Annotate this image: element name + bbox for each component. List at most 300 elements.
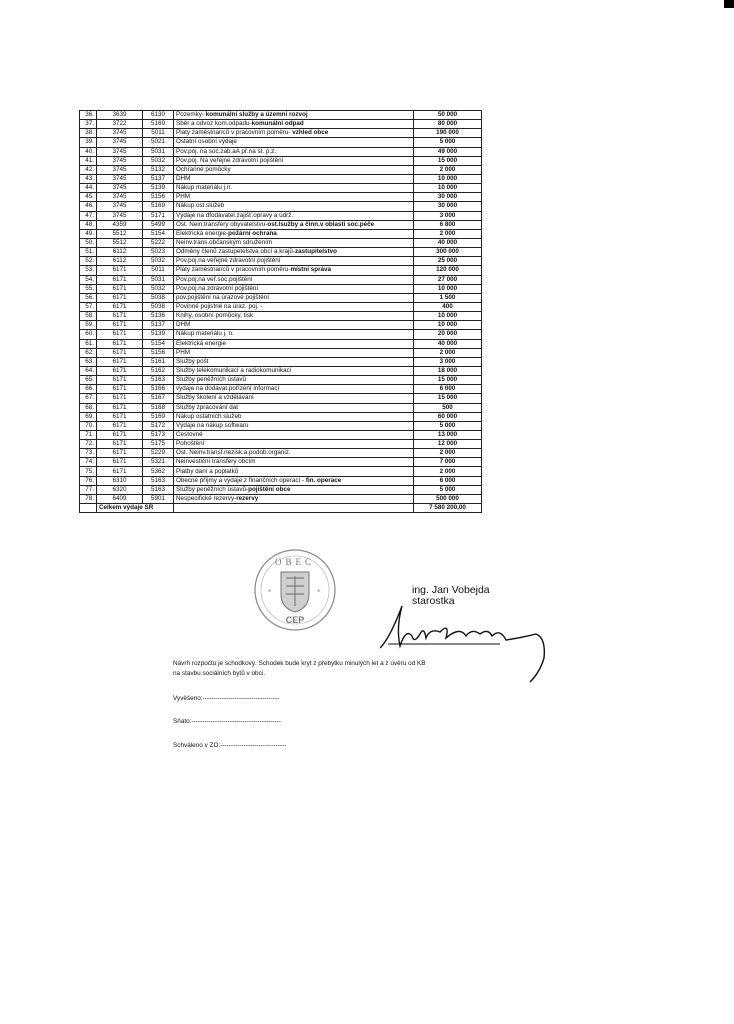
item-code: 5169 — [143, 412, 174, 421]
paragraph-code: 6171 — [97, 266, 143, 275]
row-number: 63. — [80, 357, 97, 366]
description-category: fin. operace — [305, 476, 342, 484]
description-category: zastupitelstvo — [295, 248, 338, 256]
table-row — [80, 321, 482, 330]
item-code: 5032 — [143, 257, 174, 266]
budget-note — [173, 659, 473, 679]
item-code: 5173 — [143, 430, 174, 439]
table-row — [80, 494, 482, 503]
description-text: PHM — [176, 193, 190, 201]
paragraph-code: 5512 — [97, 238, 143, 247]
amount: 2 000 — [414, 348, 482, 357]
description-text: Ost. Neinv.transf.nezisk.a podob.organiz. — [176, 449, 291, 457]
amount: 20 000 — [414, 330, 482, 339]
amount: 40 000 — [414, 238, 482, 247]
amount: 10 000 — [414, 321, 482, 330]
table-row — [80, 284, 482, 293]
row-number: 52. — [80, 257, 97, 266]
amount: 10 000 — [414, 312, 482, 321]
row-number: 39. — [80, 138, 97, 147]
amount: 49 000 — [414, 147, 482, 156]
item-code: 5222 — [143, 238, 174, 247]
item-description — [174, 430, 414, 439]
amount: 500 000 — [414, 494, 482, 503]
paragraph-code: 4359 — [97, 220, 143, 229]
row-number: 49. — [80, 229, 97, 238]
paragraph-code: 3639 — [97, 111, 143, 120]
total-label: Celkem výdaje SR — [97, 504, 174, 513]
description-text: DHM — [176, 175, 191, 183]
paragraph-code: 6171 — [97, 330, 143, 339]
description-text: Pov.poj. Na veřejné zdravotní pojištění — [176, 156, 284, 164]
paragraph-code: 3745 — [97, 156, 143, 165]
table-row — [80, 312, 482, 321]
description-text: Pohoštění — [176, 440, 205, 448]
item-code: 5023 — [143, 248, 174, 257]
item-description — [174, 312, 414, 321]
description-text: DHM — [176, 321, 191, 329]
item-code: 5154 — [143, 339, 174, 348]
amount: 6 000 — [414, 385, 482, 394]
item-code: 5132 — [143, 165, 174, 174]
municipal-seal — [253, 548, 337, 632]
table-row — [80, 165, 482, 174]
description-text: výdaje na dodavat.pořízení informací — [176, 385, 280, 393]
description-text: Sběr a odvoz kom.odpadu- — [176, 120, 252, 128]
description-text: Elektrická energie- — [176, 229, 229, 237]
amount: 190 000 — [414, 129, 482, 138]
item-description — [174, 348, 414, 357]
item-code: 5032 — [143, 284, 174, 293]
paragraph-code: 6171 — [97, 312, 143, 321]
item-code: 5168 — [143, 403, 174, 412]
paragraph-code: 6171 — [97, 458, 143, 467]
table-row — [80, 467, 482, 476]
paragraph-code: 6171 — [97, 284, 143, 293]
item-description — [174, 257, 414, 266]
description-text: Obecné příjmy a výdaje z finančních operací - — [176, 476, 306, 484]
item-description — [174, 394, 414, 403]
row-number: 54. — [80, 275, 97, 284]
amount: 5 000 — [414, 421, 482, 430]
amount: 18 000 — [414, 366, 482, 375]
amount: 15 000 — [414, 376, 482, 385]
item-code: 5139 — [143, 330, 174, 339]
paragraph-code: 6171 — [97, 430, 143, 439]
table-row — [80, 403, 482, 412]
amount: 10 000 — [414, 284, 482, 293]
description-text: Neinv.trans.občanským sdružením — [176, 239, 273, 247]
item-description — [174, 229, 414, 238]
row-number: 72. — [80, 440, 97, 449]
paragraph-code: 6171 — [97, 348, 143, 357]
item-description — [174, 147, 414, 156]
item-code: 5169 — [143, 120, 174, 129]
description-text: Ost. Nein.transfery obyvatelstvu- — [176, 220, 268, 228]
description-text: Služby peněžních ústavů- — [176, 485, 249, 493]
item-description — [174, 202, 414, 211]
description-category: vzhled obce — [292, 129, 329, 137]
amount: 2 000 — [414, 467, 482, 476]
row-number: 71. — [80, 430, 97, 439]
table-row — [80, 275, 482, 284]
row-number: 73. — [80, 449, 97, 458]
table-row — [80, 421, 482, 430]
description-category: komunální služby a územní rozvoj — [205, 111, 308, 119]
item-code: 5038 — [143, 293, 174, 302]
description-text: Pozemky- — [176, 111, 206, 119]
row-number: 68. — [80, 403, 97, 412]
table-row — [80, 394, 482, 403]
amount: 6 800 — [414, 220, 482, 229]
item-description — [174, 193, 414, 202]
paragraph-code: 6171 — [97, 394, 143, 403]
item-code: 5031 — [143, 275, 174, 284]
row-number: 59. — [80, 321, 97, 330]
amount: 30 000 — [414, 202, 482, 211]
amount: 40 000 — [414, 339, 482, 348]
amount: 300 000 — [414, 248, 482, 257]
description-text: Ostatní osobní výdaje — [176, 138, 237, 146]
row-number: 70. — [80, 421, 97, 430]
paragraph-code: 5512 — [97, 229, 143, 238]
item-code: 5038 — [143, 302, 174, 311]
amount: 7 000 — [414, 458, 482, 467]
amount: 80 000 — [414, 120, 482, 129]
description-text: Pov.poj. na soc.zab.aA př.na st. p.z. — [176, 147, 276, 155]
item-description — [174, 302, 414, 311]
item-code: 5011 — [143, 266, 174, 275]
table-row — [80, 229, 482, 238]
description-text: Služby školení a vzdělávání — [176, 394, 254, 402]
paragraph-code: 6171 — [97, 440, 143, 449]
item-description — [174, 220, 414, 229]
table-row — [80, 440, 482, 449]
description-text: Pov.poj.na veřejné zdravotní pojištění — [176, 257, 281, 265]
table-row — [80, 476, 482, 485]
row-number: 78. — [80, 494, 97, 503]
table-row — [80, 366, 482, 375]
paragraph-code: 3745 — [97, 193, 143, 202]
description-text: pov.pojištění na úrazové pojištění — [176, 293, 269, 301]
amount: 30 000 — [414, 193, 482, 202]
paragraph-code: 6409 — [97, 494, 143, 503]
item-code: 5139 — [143, 184, 174, 193]
row-number: 64. — [80, 366, 97, 375]
paragraph-code: 6171 — [97, 412, 143, 421]
table-row — [80, 129, 482, 138]
item-code: 5032 — [143, 156, 174, 165]
paragraph-code: 6171 — [97, 275, 143, 284]
item-code: 5167 — [143, 394, 174, 403]
table-row — [80, 184, 482, 193]
table-row — [80, 257, 482, 266]
table-row — [80, 193, 482, 202]
budget-table — [79, 110, 482, 513]
description-text: Odměny členů zastupetelstva obcí a krajů- — [176, 248, 296, 256]
item-code: 5166 — [143, 385, 174, 394]
item-description — [174, 458, 414, 467]
paragraph-code: 6320 — [97, 485, 143, 494]
paragraph-code: 6171 — [97, 376, 143, 385]
table-row — [80, 385, 482, 394]
item-description — [174, 494, 414, 503]
paragraph-code: 3745 — [97, 165, 143, 174]
table-row — [80, 202, 482, 211]
item-code: 5161 — [143, 357, 174, 366]
row-number: 46. — [80, 202, 97, 211]
table-row — [80, 111, 482, 120]
amount: 2 000 — [414, 165, 482, 174]
amount: 15 000 — [414, 394, 482, 403]
item-description — [174, 266, 414, 275]
row-number: 65. — [80, 376, 97, 385]
row-number: 56. — [80, 293, 97, 302]
paragraph-code: 3745 — [97, 174, 143, 183]
table-row — [80, 412, 482, 421]
table-row — [80, 339, 482, 348]
item-description — [174, 412, 414, 421]
item-code: 5021 — [143, 138, 174, 147]
item-description — [174, 293, 414, 302]
row-number: 53. — [80, 266, 97, 275]
description-text: Nespecifické rezervy- — [176, 494, 237, 502]
row-number: 69. — [80, 412, 97, 421]
table-row — [80, 266, 482, 275]
paragraph-code: 6171 — [97, 293, 143, 302]
description-text: Povinné pojistné na úraz. poj. - — [176, 303, 263, 311]
amount: 5 000 — [414, 138, 482, 147]
amount: 1 500 — [414, 293, 482, 302]
total-amount: 7 580 200,00 — [414, 504, 482, 513]
amount: 120 000 — [414, 266, 482, 275]
table-row — [80, 147, 482, 156]
description-category: požární ochrana — [228, 229, 277, 237]
item-description — [174, 111, 414, 120]
signer-name: ing. Jan Vobejda — [412, 584, 490, 596]
amount: 12 000 — [414, 440, 482, 449]
row-number: 47. — [80, 211, 97, 220]
item-code: 5156 — [143, 193, 174, 202]
paragraph-code: 6171 — [97, 421, 143, 430]
row-number: 57. — [80, 302, 97, 311]
item-code: 5154 — [143, 229, 174, 238]
table-row — [80, 302, 482, 311]
description-text: Platy zaměstnanců v pracovním poměru- — [176, 129, 293, 137]
description-category: pojištění obce — [248, 485, 291, 493]
description-text: Služby pošt — [176, 357, 209, 365]
row-number: 41. — [80, 156, 97, 165]
row-number: 60. — [80, 330, 97, 339]
item-description — [174, 174, 414, 183]
budget-table-body — [80, 111, 482, 513]
table-row — [80, 485, 482, 494]
scan-corner-mark — [724, 0, 734, 8]
row-number: 75. — [80, 467, 97, 476]
item-description — [174, 421, 414, 430]
row-number: 40. — [80, 147, 97, 156]
item-code: 5163 — [143, 476, 174, 485]
item-description — [174, 385, 414, 394]
item-description — [174, 366, 414, 375]
row-number: 51. — [80, 248, 97, 257]
amount: 50 000 — [414, 111, 482, 120]
svg-text:*: * — [317, 588, 321, 596]
row-number: 36. — [80, 111, 97, 120]
description-text: Pov.poj.na zdravotní pojištění — [176, 284, 259, 292]
item-description — [174, 120, 414, 129]
row-number: 66. — [80, 385, 97, 394]
item-code: 5162 — [143, 366, 174, 375]
item-description — [174, 403, 414, 412]
note-line-1: Návrh rozpočtu je schodkový. Schodek bude kryt z přebytku minulých let a z úvěru od KB — [173, 660, 426, 667]
item-description — [174, 248, 414, 257]
table-row — [80, 211, 482, 220]
item-code: 5901 — [143, 494, 174, 503]
description-text: Platby daní a poplatků — [176, 467, 239, 475]
seal-top-text: OBEC — [274, 557, 316, 567]
item-description — [174, 184, 414, 193]
item-code: 5031 — [143, 147, 174, 156]
item-code: 5011 — [143, 129, 174, 138]
amount: 500 — [414, 403, 482, 412]
item-description — [174, 357, 414, 366]
table-row — [80, 348, 482, 357]
amount: 3 000 — [414, 357, 482, 366]
posted-line: Vyvěšeno:------------------------------------ — [173, 695, 280, 702]
description-text: Výdaje na dfodavatel.zajišť.opravy a údrž. — [176, 211, 294, 219]
amount: 15 000 — [414, 156, 482, 165]
item-description — [174, 376, 414, 385]
row-number: 58. — [80, 312, 97, 321]
paragraph-code: 3745 — [97, 211, 143, 220]
description-text: Výdaje na nákup softwaru — [176, 421, 249, 429]
row-number: 50. — [80, 238, 97, 247]
description-text: Neinvestiční transfery obcím — [176, 458, 256, 466]
item-code: 5362 — [143, 467, 174, 476]
table-row — [80, 449, 482, 458]
amount: 3 000 — [414, 211, 482, 220]
paragraph-code: 3745 — [97, 147, 143, 156]
item-code: 5163 — [143, 485, 174, 494]
amount: 2 000 — [414, 229, 482, 238]
amount: 25 000 — [414, 257, 482, 266]
item-description — [174, 476, 414, 485]
amount: 60 000 — [414, 412, 482, 421]
note-line-2: na stavbu sociálních bytů v obci. — [173, 670, 266, 677]
item-description — [174, 467, 414, 476]
row-number: 62. — [80, 348, 97, 357]
paragraph-code: 6171 — [97, 449, 143, 458]
amount: 10 000 — [414, 174, 482, 183]
item-description — [174, 321, 414, 330]
paragraph-code: 6171 — [97, 467, 143, 476]
amount: 2 000 — [414, 449, 482, 458]
item-code: 5229 — [143, 449, 174, 458]
table-row — [80, 430, 482, 439]
row-number: 77. — [80, 485, 97, 494]
paragraph-code: 3745 — [97, 184, 143, 193]
item-code: 5172 — [143, 421, 174, 430]
item-description — [174, 284, 414, 293]
description-text: Nákup materiálu j. n. — [176, 330, 234, 338]
row-number: 61. — [80, 339, 97, 348]
item-description — [174, 156, 414, 165]
signer-role: starostka — [412, 595, 455, 607]
description-text: PHM — [176, 348, 190, 356]
table-row — [80, 220, 482, 229]
item-description — [174, 330, 414, 339]
item-code: 5156 — [143, 348, 174, 357]
paragraph-code: 6171 — [97, 321, 143, 330]
paragraph-code: 6171 — [97, 339, 143, 348]
item-description — [174, 129, 414, 138]
table-row — [80, 174, 482, 183]
paragraph-code: 6112 — [97, 257, 143, 266]
paragraph-code: 3745 — [97, 129, 143, 138]
paragraph-code: 6310 — [97, 476, 143, 485]
amount: 27 000 — [414, 275, 482, 284]
amount: 400 — [414, 302, 482, 311]
description-category: místní správa — [290, 266, 332, 274]
table-row — [80, 238, 482, 247]
description-text: Platy zaměstnanců v pracovním poměru- — [176, 266, 291, 274]
amount: 13 000 — [414, 430, 482, 439]
description-text: Služby peněžních ústavů — [176, 376, 247, 384]
item-code: 5163 — [143, 376, 174, 385]
item-code: 5136 — [143, 312, 174, 321]
paragraph-code: 6171 — [97, 403, 143, 412]
table-row — [80, 357, 482, 366]
row-number: 67. — [80, 394, 97, 403]
item-description — [174, 238, 414, 247]
item-code: 5175 — [143, 440, 174, 449]
paragraph-code: 6171 — [97, 357, 143, 366]
approved-line: Schváleno v ZO:------------------------------- — [173, 742, 287, 749]
description-text: Ochranné pomůcky — [176, 165, 231, 173]
seal-bottom-text: CEP — [285, 615, 305, 625]
row-number: 48. — [80, 220, 97, 229]
row-number: 37. — [80, 120, 97, 129]
amount: 5 000 — [414, 485, 482, 494]
description-text: Cestovné — [176, 430, 203, 438]
removed-line: Sňato:------------------------------------------ — [173, 718, 281, 725]
item-description — [174, 275, 414, 284]
item-code: 5171 — [143, 211, 174, 220]
row-number: 76. — [80, 476, 97, 485]
paragraph-code: 6171 — [97, 385, 143, 394]
description-text: Pov.poj.na veř.soc.pojištění — [176, 275, 253, 283]
total-spacer — [80, 504, 97, 513]
description-text: Služby zpracování dat — [176, 403, 238, 411]
paragraph-code: 3745 — [97, 138, 143, 147]
table-row — [80, 138, 482, 147]
item-code: 6130 — [143, 111, 174, 120]
total-spacer — [174, 504, 414, 513]
item-code: 5137 — [143, 174, 174, 183]
item-description — [174, 485, 414, 494]
svg-text:*: * — [268, 588, 272, 596]
description-category: ost.lsužby a činn.v oblasti soc.péče — [267, 220, 375, 228]
description-text: Služby telekomunikací a radiokomunikací — [176, 367, 292, 374]
item-description — [174, 339, 414, 348]
row-number: 42. — [80, 165, 97, 174]
total-row — [80, 504, 482, 513]
table-row — [80, 376, 482, 385]
description-category: komunální odpad — [251, 120, 304, 128]
amount: 10 000 — [414, 184, 482, 193]
item-code: 5169 — [143, 202, 174, 211]
